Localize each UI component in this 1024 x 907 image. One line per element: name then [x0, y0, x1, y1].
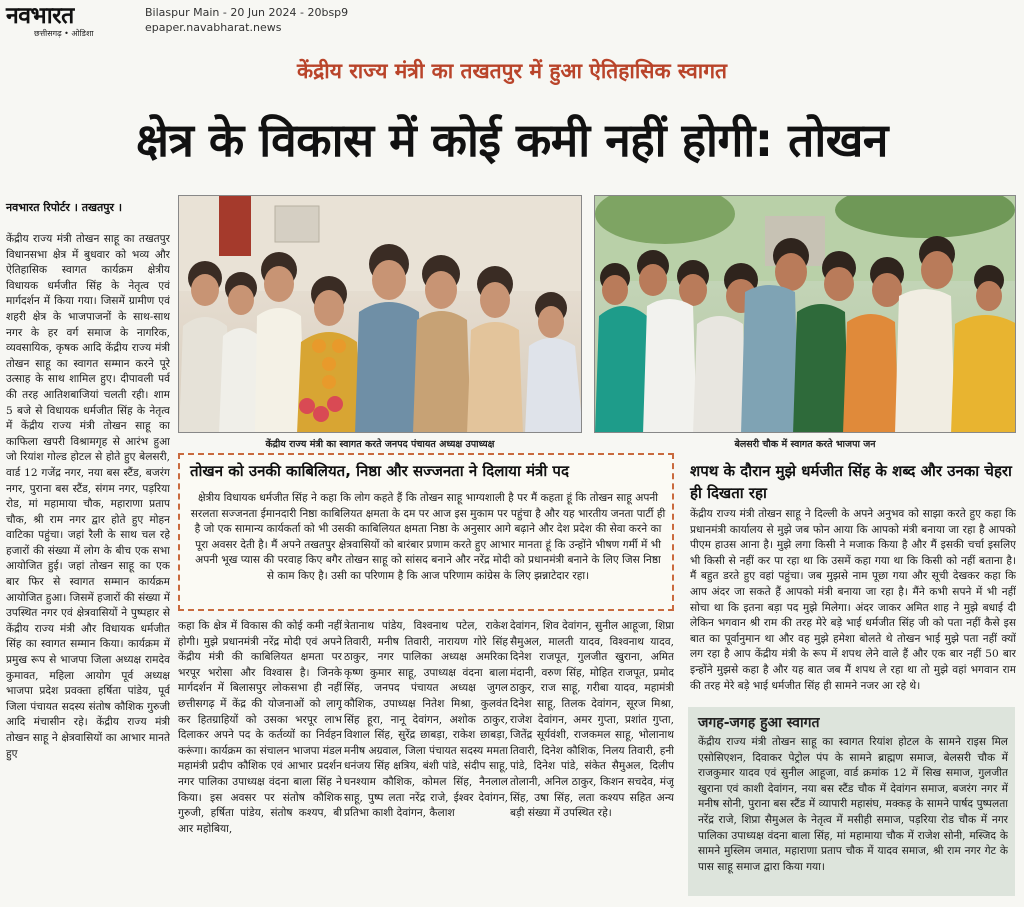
- welcome-sidebar-box: [688, 707, 1015, 896]
- news-photo-belsari-chowk[interactable]: [594, 195, 1016, 433]
- article-headline: क्षेत्र के विकास में कोई कमी नहीं होगी: तोखन: [136, 113, 888, 167]
- quote-box-text: क्षेत्रीय विधायक धर्मजीत सिंह ने कहा कि लोग कहते हैं कि तोखन साहू भाग्यशाली है पर मैं कहता हूं कि तोखन साहू अपनी सरलता सज्जनता ईमानदारी निष्ठा काबिलियत क्षमता के दम पर आज इस मुकाम पर पहुंचा है और यह भारतीय जनता पार्टी ही है जो एक सामान्य कार्यकर्ता को भी उसकी काबिलियत क्षमता निष्ठा के अनुसार आगे बढ़ाने और देश प्रदेश की सेवा करने का पूरा अवसर देती है। मैं अपने तखतपुर क्षेत्रवासियों को बारंबार प्रणाम करते हुए आभार मानता हूं कि उन्होंने भीषण गर्मी में भी अपनी भूख प्यास की परवाह किए बगैर तोखन साहू को सांसद बनाने और नरेंद्र मोदी को प्रधानमंत्री बनाने के लिए जिस निष्ठा से काम किए है। उसी का परिणाम है कि आज परिणाम कांग्रेस के लिए झन्नाटेदार रहा।: [190, 492, 666, 582]
- side-article-text: केंद्रीय राज्य मंत्री तोखन साहू ने दिल्ली के अपने अनुभव को साझा करते हुए कहा कि प्रधानमंत्री कार्यालय से मुझे जब फोन आया कि आपको मंत्री बनाया जा रहा है आपको पीएम हाउस आना है। मुझे लगा किसी ने मजाक किया है और मैं इसकी चर्चा इसलिए भी किसी से नहीं कर पा रहा था कि उसमें कहा गया था कि किसी को नहीं बताना है। मैं बहुत डरते हुए वहां पहुंचा। जब मुझसे नाम पूछा गया और सूची देखकर कहा कि आप अंदर जा सकते हैं आपको मंत्री बनाया जा रहा है। मैंने कभी सपने में भी नहीं सोचा था कि इतना बड़ा पद मुझे मिलेगा। अंदर जाकर अमित शाह ने मुझे बधाई दी लेकिन भगवान श्री राम की तरह मेरे बड़े भाई धर्मजीत सिंह जी को पता नहीं कैसे इस बात का पूर्वानुमान था और वह मुझे हमेशा बोलते थे तोखन भाई मुझे पता नहीं क्यों लग रहा है आप केंद्रीय मंत्री के रूप में शपथ लेने वाले हैं और एक बार नहीं 50 बार इन्होंने मुझसे कहा है और यह बात जब मैं शपथ ले रहा था तो मुझे वहां भगवान राम की तरह मेरे बड़े भाई धर्मजीत सिंह ही सामने नजर आ रहे थे।: [690, 508, 1016, 692]
- newspaper-logo[interactable]: [4, 4, 138, 38]
- photo-caption-1: केंद्रीय राज्य मंत्री का स्वागत करते जनपद पंचायत अध्यक्ष उपाध्यक्ष: [265, 439, 495, 450]
- article-byline: नवभारत रिपोर्टर । तखतपुर ।: [6, 201, 123, 214]
- article-column-1: केंद्रीय राज्य मंत्री तोखन साहू का तखतपुर विधानसभा क्षेत्र में बुधवार को भव्य और ऐतिहासिक स्वागत कार्यक्रम क्षेत्रीय विधायक धर्मजीत सिंह के नेतृत्व एवं मार्गदर्शन में किया गया। जिसमें ग्रामीण एवं शहरी क्षेत्र के भाजपाजनों के साथ-साथ नगर के हर वर्ग समाज के नागरिक, व्यवसायिक, कृषक आदि केंद्रीय राज्य मंत्री तोखन साहू का स्वागत सम्मान करने पूरे उत्साह के साथ शामिल हुए। दीपावली पर्व की तरह आतिशबाजियां चलती रही। शाम 5 बजे से विधायक धर्मजीत सिंह के नेतृत्व में केंद्रीय राज्य मंत्री तोखन साहू का काफिला खपरी विश्रामगृह से आरंभ हुआ जो रियांश गोल्ड होटल से होते हुए बेलसरी, वार्ड 12 गजेंद्र नगर, नया बस स्टैंड, बजरंग नगर, पुराना बस स्टैंड, संगम नगर, पड़रिया रोड, मां महामाया चौक, महाराणा प्रताप चौक, श्री राम नगर द्वार होते हुए मोहन वाटिका पहुंचा। जहां रैली के साथ चल रहे हजारों की संख्या में लोग के बीच एक सभा आयोजित हुई। जहां तोखन साहू का एक बार फिर से स्वागत सम्मान कार्यक्रम आयोजित हुआ। जिसमें हजारों की संख्या में उपस्थित नगर एवं क्षेत्रवासियों ने पुष्पहार से केंद्रीय राज्य मंत्री और विधायक धर्मजीत सिंह का स्वागत सम्मान किया। कार्यक्रम में प्रमुख रूप से भाजपा जिला अध्यक्ष रामदेव कुमावत, महिला आयोग पूर्व अध्यक्ष भाजपा प्रदेश प्रवक्ता हर्षिता पांडेय, पूर्व जिला पंचायत सदस्य संतोष कौशिक गुरुजी आदि मंचासीन रहे। केंद्रीय राज्य मंत्री तोखन साहू ने क्षेत्रवासियों का आभार मानते हुए: [6, 233, 170, 760]
- sidebar-text: केंद्रीय राज्य मंत्री तोखन साहू का स्वागत रियांश होटल के सामने राइस मिल एसोसिएशन, दिवाकर पेट्रोल पंप के सामने ब्राह्मण समाज, बेलसरी चौक में राजकुमार यादव एवं सुनील आहूजा, वार्ड क्रमांक 12 में सिख समाज, गुलजीत खुराना एवं काशी देवांगन, नया बस स्टैंड चौक में देवांगन समाज, बजरंग नगर में मनीष सोनी, पुराना बस स्टैंड में व्यापारी महासंघ, मक्कड़ के सामने पार्षद पुष्पलता नरेंद्र राजे, शिप्रा सैमुअल के नेतृत्व में मसीही समाज, पड़रिया रोड चौक में नगर पालिका उपाध्यक्ष वंदना बाला सिंह, मां महामाया चौक में राजेश सोनी, मस्जिद के सामने मुस्लिम जमात, महाराणा प्रताप चौक में यादव समाज, श्री राम नगर गेट के पास साहू समाज द्वारा किया गया।: [698, 736, 1008, 873]
- article-column-4: देवांगन, शिव देवांगन, सुनील आहूजा, शिप्रा सैमुअल, मालती यादव, विश्वनाथ यादव, दिनेश राजपूत, गुलजीत खुराना, अमित मंदानी, वरुण सिंह, मोहित राजपूत, प्रमोद ठाकुर, राज साहू, गरीबा यादव, महामंत्री दिनेश साहू, तिलक देवांगन, सूरज मिश्रा, राजेश देवांगन, अमर गुप्ता, प्रशांत गुप्ता, जितेंद्र सूर्यवंशी, राजकमल साहू, भोलानाथ तिवारी, दिनेश कौशिक, निलय तिवारी, हनी पांडे, दिनेश पांडे, संकेत सैमुअल, दिलीप तोलानी, अनिल ठाकुर, किशन सचदेव, मंजू सिंह, उषा सिंह, लता कश्यप सहित अन्य बड़ी संख्या में उपस्थित रहे।: [510, 620, 674, 820]
- news-photo-welcome[interactable]: [178, 195, 582, 433]
- crowd-photo-illustration: [179, 196, 582, 433]
- logo-region: छत्तीसगढ़ • ओडिशा: [34, 29, 94, 38]
- crowd-photo-illustration: [595, 196, 1016, 433]
- photo-caption-2: बेलसरी चौक में स्वागत करते भाजपा जन: [734, 439, 876, 450]
- logo-name: नवभारत: [6, 2, 74, 29]
- edition-info: Bilaspur Main - 20 Jun 2024 - 20bsp9: [145, 6, 349, 19]
- sidebar-heading: जगह-जगह हुआ स्वागत: [698, 715, 820, 731]
- article-column-3: त्रेतानाथ पांडेय, विश्वनाथ पटेल, राकेश तिवारी, मनीष तिवारी, नारायण गोरे सिंह ठाकुर, नगर पालिका अध्यक्ष अमरिका कृष्ण कुमार साहू, उपाध्यक्ष वंदना बाला सिंह, जनपद पंचायत अध्यक्ष जुगल कौशिक, उपाध्यक्ष नितेश मिश्रा, कुलवंत सिंह हूरा, नानू देवांगन, अशोक ठाकुर, विशाल सिंह, सुरेंद्र छाबड़ा, राकेश छाबड़ा, मनीष अग्रवाल, जिला पंचायत सदस्य ममता धनंजय सिंह क्षत्रिय, बंशी पांडे, संदीप साहू, घनश्याम कौशिक, कोमल सिंह, नैनलाल साहू, पुष्प लता नरेंद्र राजे, ईश्वर देवांगन, प्रतिभा काशी देवांगन, कैलाश: [344, 620, 508, 820]
- article-kicker: केंद्रीय राज्य मंत्री का तखतपुर में हुआ ऐतिहासिक स्वागत: [296, 59, 728, 83]
- quote-box: [178, 453, 674, 611]
- side-article-heading: शपथ के दौरान मुझे धर्मजीत सिंह के शब्द और उनका चेहरा ही दिखता रहा: [690, 462, 1012, 502]
- quote-box-heading: तोखन को उनकी काबिलियत, निष्ठा और सज्जनता ने दिलाया मंत्री पद: [190, 462, 569, 480]
- epaper-url[interactable]: epaper.navabharat.news: [145, 21, 282, 34]
- article-column-2: कहा कि क्षेत्र में विकास की कोई कमी नहीं होगी। मुझे प्रधानमंत्री नरेंद्र मोदी एवं अपने केंद्रीय मंत्री की काबिलियत क्षमता पर भरपूर भरोसा और विश्वास है। जिनके मार्गदर्शन में बिलासपुर लोकसभा ही नहीं छत्तीसगढ़ में केंद्र की योजनाओं को लागू कर हितग्राहियों को उसका भरपूर लाभ दिलाकर अपने पद के कर्तव्यों का निर्वहन करूंगा। कार्यक्रम का संचालन भाजपा मंडल महामंत्री प्रदीप कौशिक एवं आभार प्रदर्शन नगर पालिका उपाध्यक्ष वंदना बाला सिंह ने किया। इस अवसर पर संतोष कौशिक गुरुजी, हर्षिता पांडेय, संतोष कश्यप, बी आर महोबिया,: [178, 620, 342, 835]
